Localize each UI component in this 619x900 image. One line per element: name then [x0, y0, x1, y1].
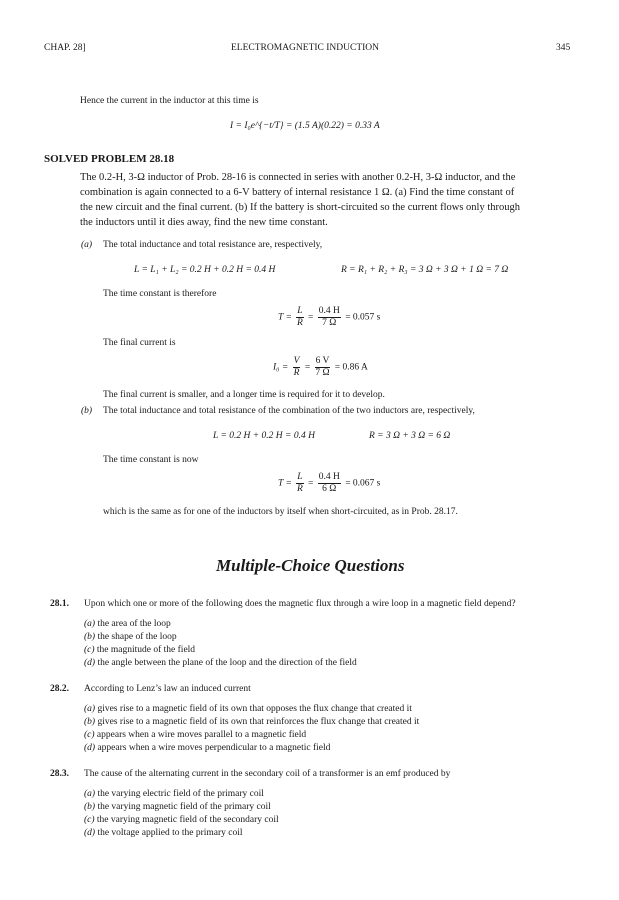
answer-option[interactable] — [84, 619, 171, 629]
intro-text: Hence the current in the inductor at this time is — [80, 96, 259, 106]
option-label: (a) — [84, 619, 96, 629]
fraction-denominator: 6 Ω — [322, 484, 337, 494]
question-number: 28.2. — [50, 684, 69, 694]
part-b-inductance-equation: L = 0.2 H + 0.2 H = 0.4 H — [213, 431, 315, 441]
answer-option[interactable] — [84, 815, 279, 825]
question-number: 28.3. — [50, 769, 69, 779]
answer-option[interactable] — [84, 632, 177, 642]
answer-option[interactable] — [84, 704, 412, 714]
question-text: Upon which one or more of the following does the magnetic flux through a wire loop in a magnetic field depend? — [84, 599, 516, 609]
part-a-inductance-equation: L = L₁ + L₂ = 0.2 H + 0.2 H = 0.4 H — [134, 265, 276, 275]
part-b-text: The total inductance and total resistance of the combination of the two inductors are, respectively, — [103, 406, 475, 416]
answer-option[interactable] — [84, 645, 195, 655]
answer-option[interactable] — [84, 789, 264, 799]
part-a-label: (a) — [81, 240, 93, 250]
part-b-time-constant-equation: T = $\frac{L}{R}$ = $\frac{0.4 H}{6 \Omega}$ = 0.067 s — [278, 472, 381, 494]
fraction-denominator: 7 Ω — [322, 318, 337, 328]
part-a-final-current-text: The final current is — [103, 338, 176, 348]
part-a-resistance-equation: R = R₁ + R₂ + R₃ = 3 Ω + 3 Ω + 1 Ω = 7 Ω — [341, 265, 509, 275]
option-text: the varying magnetic field of the primary coil — [97, 802, 271, 812]
option-label: (d) — [84, 828, 96, 838]
problem-statement-line: the inductors until it dies away, find the new time constant. — [80, 217, 328, 228]
option-text: the voltage applied to the primary coil — [97, 828, 243, 838]
equation-result: = 0.057 s — [345, 312, 381, 323]
equation-lhs: T = — [278, 312, 292, 323]
option-label: (a) — [84, 704, 96, 714]
part-b-resistance-equation: R = 3 Ω + 3 Ω = 6 Ω — [369, 431, 451, 441]
option-label: (d) — [84, 743, 96, 753]
fraction — [296, 306, 303, 329]
problem-statement-line: the new circuit and the final current. (b) If the battery is short-circuited so the current flows only through — [80, 202, 520, 213]
fraction — [318, 472, 341, 495]
option-label: (d) — [84, 658, 96, 668]
fraction — [315, 356, 331, 379]
option-text: gives rise to a magnetic field of its own that opposes the flux change that created it — [97, 704, 412, 714]
part-b-closing-text: which is the same as for one of the inductors by itself when short-circuited, as in Prob. 28.17. — [103, 507, 458, 517]
fraction-numerator: L — [297, 306, 303, 316]
option-label: (c) — [84, 815, 95, 825]
answer-option[interactable] — [84, 658, 357, 668]
option-label: (c) — [84, 730, 95, 740]
fraction-numerator: 6 V — [315, 356, 330, 366]
section-title: Multiple-Choice Questions — [216, 556, 405, 575]
option-label: (a) — [84, 789, 96, 799]
question-text: The cause of the alternating current in the secondary coil of a transformer is an emf produced by — [84, 769, 451, 779]
problem-statement-line: combination is again connected to a 6-V battery of internal resistance 1 Ω. (a) Find the time constant of — [80, 187, 515, 198]
equation-result: = 0.86 A — [334, 362, 368, 373]
running-head-title: ELECTROMAGNETIC INDUCTION — [231, 43, 380, 53]
fraction — [296, 472, 303, 495]
question-text: According to Lenz’s law an induced current — [84, 684, 251, 694]
fraction-numerator: L — [297, 472, 303, 482]
solved-problem-title: SOLVED PROBLEM 28.18 — [44, 153, 175, 165]
fraction-denominator: 7 Ω — [315, 368, 330, 378]
fraction-numerator: 0.4 H — [318, 306, 340, 316]
part-a-time-constant-equation: T = $\frac{L}{R}$ = $\frac{0.4 H}{7 \Omega}$ = 0.057 s — [278, 306, 381, 328]
option-text: appears when a wire moves parallel to a magnetic field — [96, 730, 307, 740]
fraction-denominator: R — [297, 484, 303, 494]
option-text: the varying electric field of the primary coil — [97, 789, 264, 799]
part-b-time-constant-text: The time constant is now — [103, 455, 199, 465]
option-label: (b) — [84, 802, 96, 812]
question-number: 28.1. — [50, 599, 69, 609]
option-text: the magnitude of the field — [96, 645, 196, 655]
answer-option[interactable] — [84, 717, 419, 727]
page-number: 345 — [556, 43, 571, 53]
part-a-final-current-equation: I₀ = $\frac{V}{R}$ = $\frac{6 V}{7 \Omega}$ = 0.86 A — [273, 356, 368, 378]
option-text: the area of the loop — [97, 619, 171, 629]
option-label: (b) — [84, 717, 96, 727]
part-a-text: The total inductance and total resistance are, respectively, — [103, 240, 323, 250]
fraction — [318, 306, 341, 329]
answer-option[interactable] — [84, 828, 243, 838]
option-text: the shape of the loop — [97, 632, 177, 642]
answer-option[interactable] — [84, 730, 306, 740]
fraction-numerator: 0.4 H — [318, 472, 340, 482]
option-text: gives rise to a magnetic field of its own that reinforces the flux change that created it — [97, 717, 420, 727]
part-b-label: (b) — [81, 406, 93, 416]
fraction-denominator: R — [293, 368, 300, 378]
option-text: appears when a wire moves perpendicular to a magnetic field — [97, 743, 331, 753]
answer-option[interactable] — [84, 802, 271, 812]
option-label: (b) — [84, 632, 96, 642]
answer-option[interactable] — [84, 743, 330, 753]
running-head-chapter: CHAP. 28] — [44, 43, 86, 53]
option-text: the angle between the plane of the loop and the direction of the field — [97, 658, 357, 668]
fraction-numerator: V — [293, 356, 300, 366]
option-text: the varying magnetic field of the secondary coil — [96, 815, 279, 825]
intro-equation: I = I₀e^{−t/T} = (1.5 A)(0.22) = 0.33 A — [230, 121, 380, 131]
part-a-closing-text: The final current is smaller, and a longer time is required for it to develop. — [103, 390, 385, 400]
option-label: (c) — [84, 645, 95, 655]
fraction — [293, 356, 301, 379]
equation-result: = 0.067 s — [345, 478, 381, 489]
equation-lhs: T = — [278, 478, 292, 489]
equation-lhs: I₀ = — [273, 362, 289, 373]
problem-statement-line: The 0.2-H, 3-Ω inductor of Prob. 28-16 is connected in series with another 0.2-H, 3-Ω inductor, and the — [80, 172, 516, 183]
fraction-denominator: R — [297, 318, 303, 328]
part-a-time-constant-text: The time constant is therefore — [103, 289, 217, 299]
